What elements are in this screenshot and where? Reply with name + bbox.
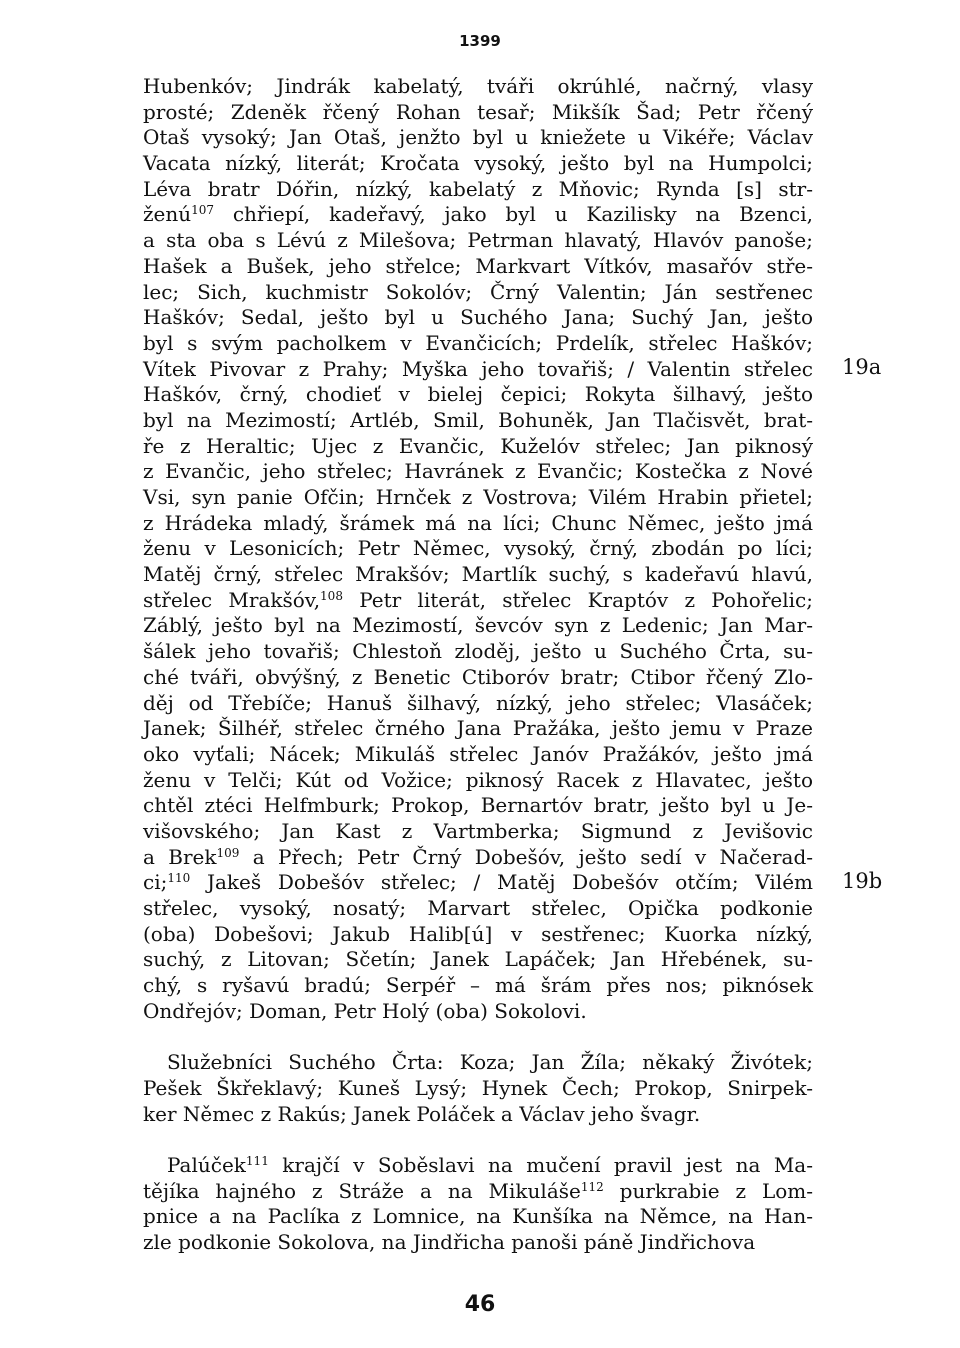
text-run: ker Němec z Rakús; Janek Poláček a Václav jeho švagr.	[143, 1101, 701, 1126]
text-run: Haškóv; Sedal, ješto byl u Suchého Jana; Suchý Jan, ješto	[143, 305, 813, 330]
text-line	[143, 742, 813, 768]
text-line	[143, 408, 813, 434]
text-run: Služebníci Suchého Črta: Koza; Jan Žíla; někaký Živótek;	[167, 1050, 813, 1075]
footnote-ref: 112	[580, 1179, 604, 1194]
footnote-ref: 110	[167, 871, 191, 886]
text-run: děj od Třebíče; Hanuš šilhavý, nízký, jeho střelec; Vlasáček;	[143, 690, 813, 715]
text-run: byl s svým pacholkem v Evančicích; Prdelík, střelec Haškóv;	[143, 330, 813, 355]
text-line	[143, 357, 813, 383]
footnote-ref: 108	[320, 588, 343, 603]
text-run: Léva bratr Dóřin, nízký, kabelatý z Mňovic; Rynda [s] str-	[143, 176, 813, 201]
text-run: střelec Mrakšóv,	[143, 587, 321, 612]
text-run: a sta oba s Lévú z Milešova; Petrman hlavatý, Hlavóv panoše;	[143, 228, 813, 253]
paragraph	[143, 1153, 813, 1256]
text-run: ženu v Telči; Kút od Vožice; piknosý Racek z Hlavatec, ješto	[143, 767, 813, 792]
text-line	[143, 947, 813, 973]
text-run: ché tváři, obvýšný, z Benetic Ctiboróv bratr; Ctibor řčený Zlo-	[143, 664, 813, 689]
text-run: Vsi, syn panie Ofčin; Hrnček z Vostrova; Vilém Hrabin přietel;	[143, 485, 813, 509]
text-line	[143, 177, 813, 203]
text-run: ci;	[143, 870, 168, 895]
text-line	[143, 305, 813, 331]
text-line	[143, 1050, 813, 1076]
text-line	[143, 870, 813, 896]
text-run: Vacata nízký, literát; Kročata vysoký, ješto byl na Humpolci;	[143, 151, 813, 176]
text-run: zle podkonie Sokolova, na Jindřicha panoši páně Jindřichova	[143, 1229, 756, 1254]
text-run: ře z Heraltic; Ujec z Evančic, Kuželóv střelec; Jan piknosý	[143, 433, 813, 458]
paragraph	[143, 1050, 813, 1127]
text-line	[143, 511, 813, 537]
text-run: šálek jeho tovařiš; Chlestoň zloděj, ješto u Suchého Črta, su-	[143, 639, 813, 664]
text-line	[143, 768, 813, 794]
text-line	[143, 280, 813, 306]
text-run: Matěj črný, střelec Mrakšóv; Martlík suchý, s kadeřavú hlavú,	[143, 562, 813, 587]
text-line	[143, 254, 813, 280]
main-text	[143, 74, 813, 1256]
text-run: Záblý, ješto byl na Mezimostí, ševcóv syn z Ledenic; Jan Mar-	[143, 613, 813, 638]
text-run: suchý, z Litovan; Sčetín; Janek Lapáček; Jan Hřebének, su-	[143, 947, 813, 972]
text-run: a Brek	[143, 844, 217, 869]
text-run: z Evančic, jeho střelec; Havránek z Evančic; Kostečka z Nové	[143, 459, 813, 484]
text-line	[143, 896, 813, 922]
text-run: prosté; Zdeněk řčený Rohan tesař; Mikšík Šad; Petr řčený	[143, 99, 813, 124]
text-line	[143, 665, 813, 691]
text-run: Haškóv, črný, chodieť v bielej čepici; Rokyta šilhavý, ješto	[143, 382, 813, 407]
text-run: pnice a na Paclíka z Lomnice, na Kunšíka na Němce, na Han-	[143, 1204, 813, 1229]
text-run: a Přech; Petr Črný Dobešóv, ješto sedí v Načerad-	[239, 844, 813, 869]
text-line	[143, 819, 813, 845]
footnote-ref: 107	[191, 203, 215, 218]
text-run: Ondřejóv; Doman, Petr Holý (oba) Sokolovi.	[143, 998, 587, 1023]
text-run: Janek; Šilhéř, střelec črného Jana Pražáka, ješto jemu v Praze	[143, 716, 813, 741]
text-line	[143, 151, 813, 177]
text-line	[143, 459, 813, 485]
text-line	[143, 1076, 813, 1102]
text-line	[143, 202, 813, 228]
text-run: ženu v Lesonicích; Petr Němec, vysoký, črný, zbodán po líci;	[143, 536, 813, 561]
text-line	[143, 691, 813, 717]
text-line	[143, 613, 813, 639]
footnote-ref: 111	[245, 1153, 269, 1168]
text-run: chý, s ryšavú bradú; Serpéř – má šrám přes nos; piknósek	[143, 973, 813, 998]
text-run: z Hrádeka mladý, šrámek má na líci; Chunc Němec, ješto jmá	[143, 510, 813, 535]
text-run: Palúček	[167, 1152, 246, 1177]
text-line	[143, 74, 813, 100]
running-head-page-label: 1399	[459, 32, 501, 50]
text-line	[143, 100, 813, 126]
text-line	[143, 485, 813, 511]
text-line	[143, 1179, 813, 1205]
text-run: Petr literát, střelec Kraptóv z Pohořelic;	[342, 587, 813, 612]
text-run: Otaš vysoký; Jan Otaš, jenžto byl u kniežete u Vikéře; Václav	[143, 125, 813, 150]
text-run: Vítek Pivovar z Prahy; Myška jeho tovařiš; / Valentin střelec	[143, 356, 813, 381]
text-line	[143, 1153, 813, 1179]
text-line	[143, 922, 813, 948]
text-run: ženú	[143, 202, 192, 227]
text-line	[143, 588, 813, 614]
text-line	[143, 793, 813, 819]
text-run: Hubenkóv; Jindrák kabelatý, tváři okrúhlé, načrný, vlasy	[143, 74, 813, 98]
text-line	[143, 1204, 813, 1230]
page-number: 46	[464, 1292, 496, 1317]
text-run: višovského; Jan Kast z Vartmberka; Sigmund z Jevišovic	[143, 818, 813, 843]
paragraph-gap	[143, 1024, 813, 1050]
text-line	[143, 1102, 813, 1128]
text-run: Hašek a Bušek, jeho střelce; Markvart Vítkóv, masařóv stře-	[143, 253, 813, 278]
text-line	[143, 434, 813, 460]
paragraph-gap	[143, 1127, 813, 1153]
text-line	[143, 125, 813, 151]
text-run: Jakeš Dobešóv střelec; / Matěj Dobešóv otčím; Vilém	[190, 870, 813, 895]
paragraph	[143, 74, 813, 1024]
text-run: tějíka hajného z Stráže a na Mikuláše	[143, 1178, 581, 1203]
text-line	[143, 639, 813, 665]
text-line	[143, 331, 813, 357]
text-line	[143, 228, 813, 254]
text-run: byl na Mezimostí; Artléb, Smil, Bohuněk, Jan Tlačisvět, brat-	[143, 407, 813, 432]
margin-note-19b: 19b	[842, 868, 883, 893]
text-line	[143, 845, 813, 871]
text-line	[143, 382, 813, 408]
text-run: lec; Sich, kuchmistr Sokolóv; Črný Valentin; Ján sestřenec	[143, 279, 813, 304]
text-line	[143, 716, 813, 742]
text-run: chřiepí, kadeřavý, jako byl u Kazilisky na Bzenci,	[214, 202, 813, 227]
text-line	[143, 1230, 813, 1256]
text-line	[143, 536, 813, 562]
text-line	[143, 973, 813, 999]
text-line	[143, 999, 813, 1025]
text-run: Pešek Škřeklavý; Kuneš Lysý; Hynek Čech; Prokop, Snirpek-	[143, 1075, 813, 1100]
text-run: purkrabie z Lom-	[603, 1178, 813, 1203]
footnote-ref: 109	[216, 845, 240, 860]
text-line	[143, 562, 813, 588]
text-run: střelec, vysoký, nosatý; Marvart střelec, Opička podkonie	[143, 896, 813, 920]
text-run: krajčí v Soběslavi na mučení pravil jest na Ma-	[268, 1152, 813, 1177]
text-run: (oba) Dobešovi; Jakub Halib[ú] v sestřenec; Kuorka nízký,	[143, 921, 813, 946]
margin-note-19a: 19a	[842, 354, 882, 379]
text-run: oko vyťali; Nácek; Mikuláš střelec Janóv Pražákóv, ješto jmá	[143, 741, 813, 766]
text-run: chtěl ztéci Helfmburk; Prokop, Bernartóv bratr, ješto byl u Je-	[143, 793, 813, 818]
